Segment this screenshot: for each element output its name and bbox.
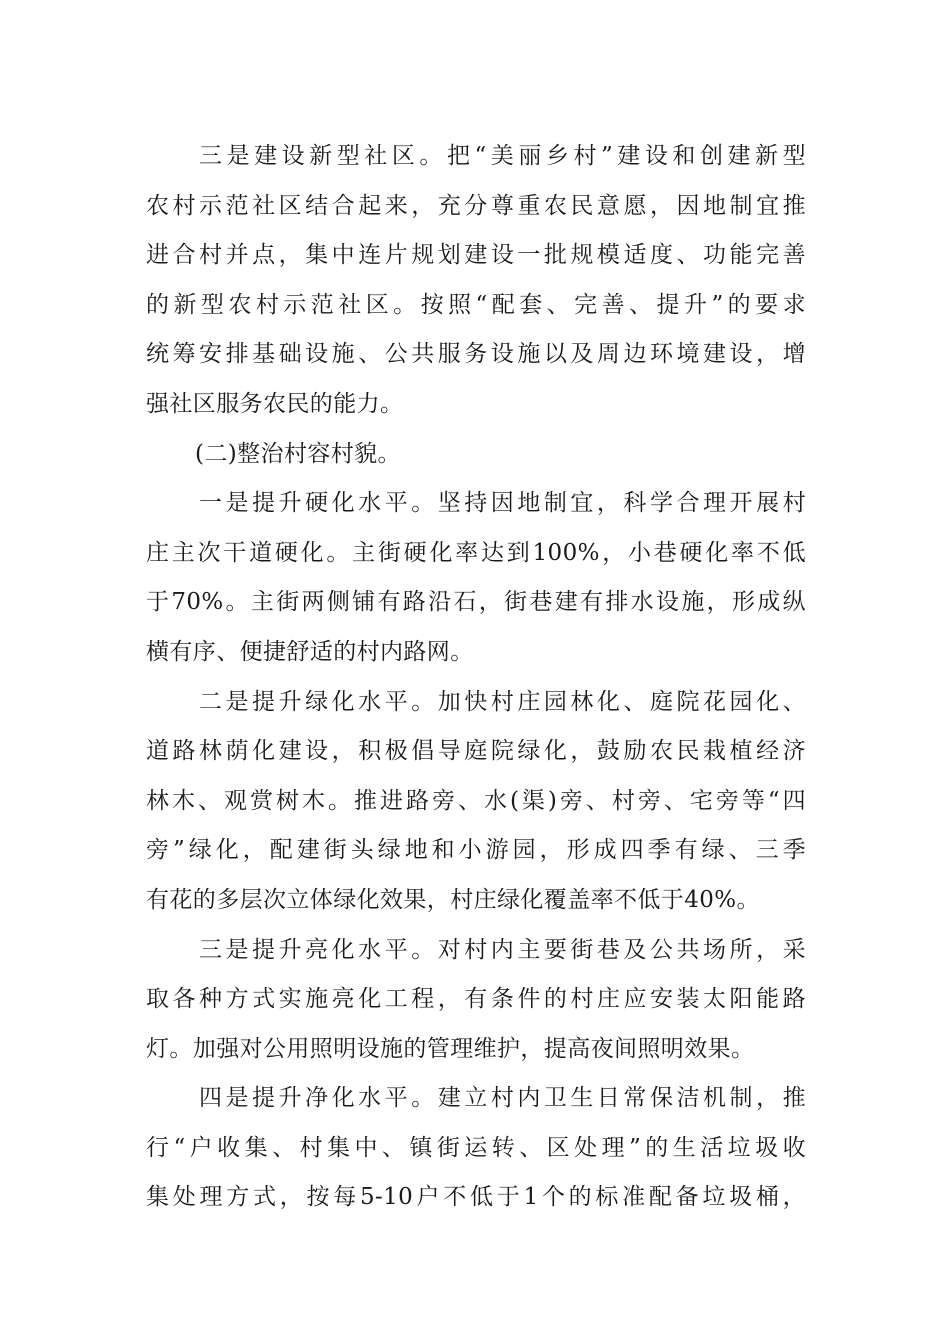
paragraph-line: 统筹安排基础设施、公共服务设施以及周边环境建设，增 <box>146 341 806 368</box>
paragraph-line: 进合村并点，集中连片规划建设一批规模适度、功能完善 <box>146 242 806 269</box>
section-heading: (二)整治村容村貌。 <box>195 440 401 467</box>
paragraph-line: 集处理方式，按每5-10户不低于1个的标准配备垃圾桶， <box>146 1184 806 1211</box>
paragraph-line: 取各种方式实施亮化工程，有条件的村庄应安装太阳能路 <box>146 986 806 1013</box>
paragraph-line: 庄主次干道硬化。主街硬化率达到100%，小巷硬化率不低 <box>146 539 806 566</box>
paragraph-line: 三是建设新型社区。把“美丽乡村”建设和创建新型 <box>199 143 806 169</box>
paragraph-line: 四是提升净化水平。建立村内卫生日常保洁机制，推 <box>199 1085 806 1112</box>
paragraph-line: 农村示范社区结合起来，充分尊重农民意愿，因地制宜推 <box>146 192 806 219</box>
paragraph-line: 灯。加强对公用照明设施的管理维护，提高夜间照明效果。 <box>146 1035 755 1062</box>
paragraph-line: 道路林荫化建设，积极倡导庭院绿化，鼓励农民栽植经济 <box>146 738 806 765</box>
paragraph-line: 林木、观赏树木。推进路旁、水(渠)旁、村旁、宅旁等“四 <box>146 787 806 814</box>
paragraph-line: 有花的多层次立体绿化效果，村庄绿化覆盖率不低于40%。 <box>146 886 760 913</box>
paragraph-line: 于70%。主街两侧铺有路沿石，街巷建有排水设施，形成纵 <box>146 589 806 616</box>
paragraph-line: 一是提升硬化水平。坚持因地制宜，科学合理开展村 <box>199 490 806 517</box>
paragraph-line: 行“户收集、村集中、镇街运转、区处理”的生活垃圾收 <box>146 1134 806 1161</box>
paragraph-line: 强社区服务农民的能力。 <box>146 390 404 417</box>
paragraph-line: 二是提升绿化水平。加快村庄园林化、庭院花园化、 <box>199 688 806 715</box>
paragraph-line: 旁”绿化，配建街头绿地和小游园，形成四季有绿、三季 <box>146 837 806 864</box>
paragraph-line: 的新型农村示范社区。按照“配套、完善、提升”的要求 <box>146 291 806 318</box>
paragraph-line: 横有序、便捷舒适的村内路网。 <box>146 638 474 665</box>
document-body <box>146 132 806 1223</box>
paragraph-line: 三是提升亮化水平。对村内主要街巷及公共场所，采 <box>199 936 806 963</box>
